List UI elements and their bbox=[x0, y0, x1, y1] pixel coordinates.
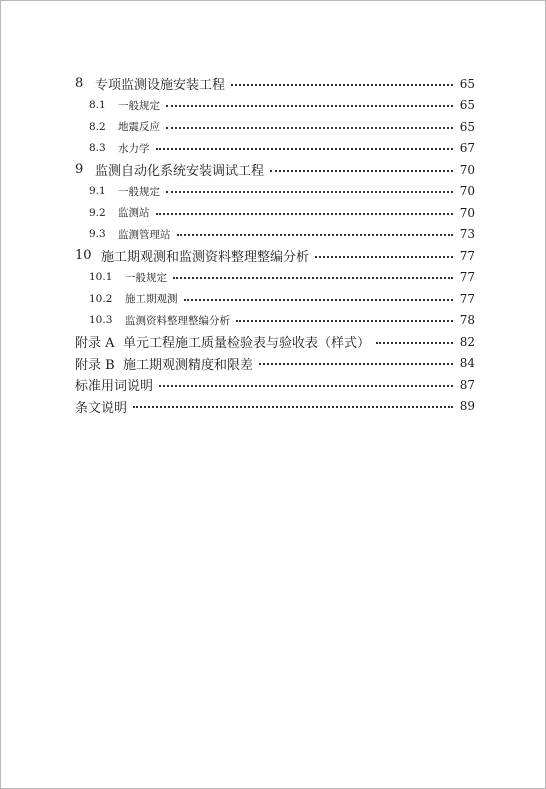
dot-leader bbox=[259, 363, 453, 365]
toc-entry-10-2[interactable] bbox=[75, 288, 475, 310]
toc-entry-10[interactable] bbox=[75, 245, 475, 267]
toc-entry-title: 一般规定 bbox=[118, 185, 160, 198]
toc-entry-title: 监测自动化系统安装调试工程 bbox=[95, 164, 265, 180]
toc-entry-number: 9.2 bbox=[89, 206, 106, 219]
toc-entry-page: 70 bbox=[459, 205, 475, 220]
toc-entry-title: 一般规定 bbox=[125, 271, 167, 284]
dot-leader bbox=[133, 406, 453, 408]
toc-entry-10-1[interactable] bbox=[75, 267, 475, 289]
toc-entry-9-1[interactable] bbox=[75, 181, 475, 203]
toc-entry-8-3[interactable] bbox=[75, 138, 475, 160]
toc-entry-8-1[interactable] bbox=[75, 95, 475, 117]
toc-entry-page: 70 bbox=[459, 162, 475, 177]
dot-leader bbox=[159, 385, 453, 387]
toc-entry-terms[interactable] bbox=[75, 374, 475, 396]
toc-entry-number: 附录 B bbox=[75, 357, 115, 373]
toc-entry-9-3[interactable] bbox=[75, 224, 475, 246]
toc-entry-page: 87 bbox=[459, 377, 475, 392]
dot-leader bbox=[376, 342, 453, 344]
toc-entry-page: 70 bbox=[459, 184, 475, 199]
toc-entry-number: 10 bbox=[75, 248, 92, 264]
toc-entry-page: 84 bbox=[459, 356, 475, 371]
dot-leader bbox=[177, 234, 454, 236]
toc-entry-number: 9.3 bbox=[89, 228, 106, 241]
toc-entry-explanation[interactable] bbox=[75, 396, 475, 418]
toc-entry-number: 8.3 bbox=[89, 142, 106, 155]
toc-entry-9-2[interactable] bbox=[75, 202, 475, 224]
toc-entry-10-3[interactable] bbox=[75, 310, 475, 332]
toc-entry-page: 82 bbox=[459, 334, 475, 349]
toc-entry-page: 65 bbox=[459, 98, 475, 113]
toc-entry-number: 9.1 bbox=[89, 185, 106, 198]
dot-leader bbox=[184, 299, 454, 301]
toc-entry-number: 10.3 bbox=[89, 314, 113, 327]
toc-entry-page: 77 bbox=[459, 270, 475, 285]
toc-entry-appendix-a[interactable] bbox=[75, 331, 475, 353]
toc-entry-number: 8.1 bbox=[89, 99, 106, 112]
toc-entry-number: 8 bbox=[75, 76, 84, 92]
dot-leader bbox=[270, 170, 453, 172]
toc-entry-page: 65 bbox=[459, 76, 475, 91]
table-of-contents bbox=[75, 73, 475, 417]
dot-leader bbox=[166, 191, 453, 193]
dot-leader bbox=[236, 320, 453, 322]
toc-entry-title: 标准用词说明 bbox=[75, 379, 154, 395]
toc-entry-title: 施工期观测精度和限差 bbox=[123, 357, 254, 373]
dot-leader bbox=[156, 148, 454, 150]
toc-entry-title: 监测资料整理整编分析 bbox=[125, 314, 230, 327]
toc-entry-page: 67 bbox=[459, 141, 475, 156]
toc-entry-title: 专项监测设施安装工程 bbox=[95, 78, 226, 94]
toc-entry-8[interactable] bbox=[75, 73, 475, 95]
toc-entry-appendix-b[interactable] bbox=[75, 353, 475, 375]
toc-entry-page: 65 bbox=[459, 119, 475, 134]
toc-entry-page: 77 bbox=[459, 248, 475, 263]
toc-entry-page: 77 bbox=[459, 291, 475, 306]
dot-leader bbox=[156, 213, 454, 215]
toc-entry-number: 10.1 bbox=[89, 271, 113, 284]
dot-leader bbox=[166, 127, 453, 129]
toc-entry-title: 施工期观测和监测资料整理整编分析 bbox=[101, 250, 310, 266]
toc-entry-title: 施工期观测 bbox=[125, 293, 178, 306]
toc-entry-8-2[interactable] bbox=[75, 116, 475, 138]
toc-entry-number: 9 bbox=[75, 162, 84, 178]
toc-entry-title: 条文说明 bbox=[75, 400, 128, 416]
dot-leader bbox=[173, 277, 453, 279]
toc-entry-page: 89 bbox=[459, 399, 475, 414]
toc-entry-number: 8.2 bbox=[89, 120, 106, 133]
toc-entry-title: 监测站 bbox=[118, 207, 150, 220]
toc-entry-number: 附录 A bbox=[75, 336, 115, 352]
dot-leader bbox=[315, 256, 453, 258]
dot-leader bbox=[231, 84, 453, 86]
toc-entry-title: 水力学 bbox=[118, 142, 150, 155]
toc-entry-title: 监测管理站 bbox=[118, 228, 171, 241]
toc-entry-page: 73 bbox=[459, 227, 475, 242]
toc-entry-page: 78 bbox=[459, 313, 475, 328]
dot-leader bbox=[166, 105, 453, 107]
toc-entry-9[interactable] bbox=[75, 159, 475, 181]
toc-entry-title: 一般规定 bbox=[118, 99, 160, 112]
toc-entry-title: 单元工程施工质量检验表与验收表（样式） bbox=[123, 336, 371, 352]
toc-entry-title: 地震反应 bbox=[118, 121, 160, 134]
toc-entry-number: 10.2 bbox=[89, 292, 113, 305]
